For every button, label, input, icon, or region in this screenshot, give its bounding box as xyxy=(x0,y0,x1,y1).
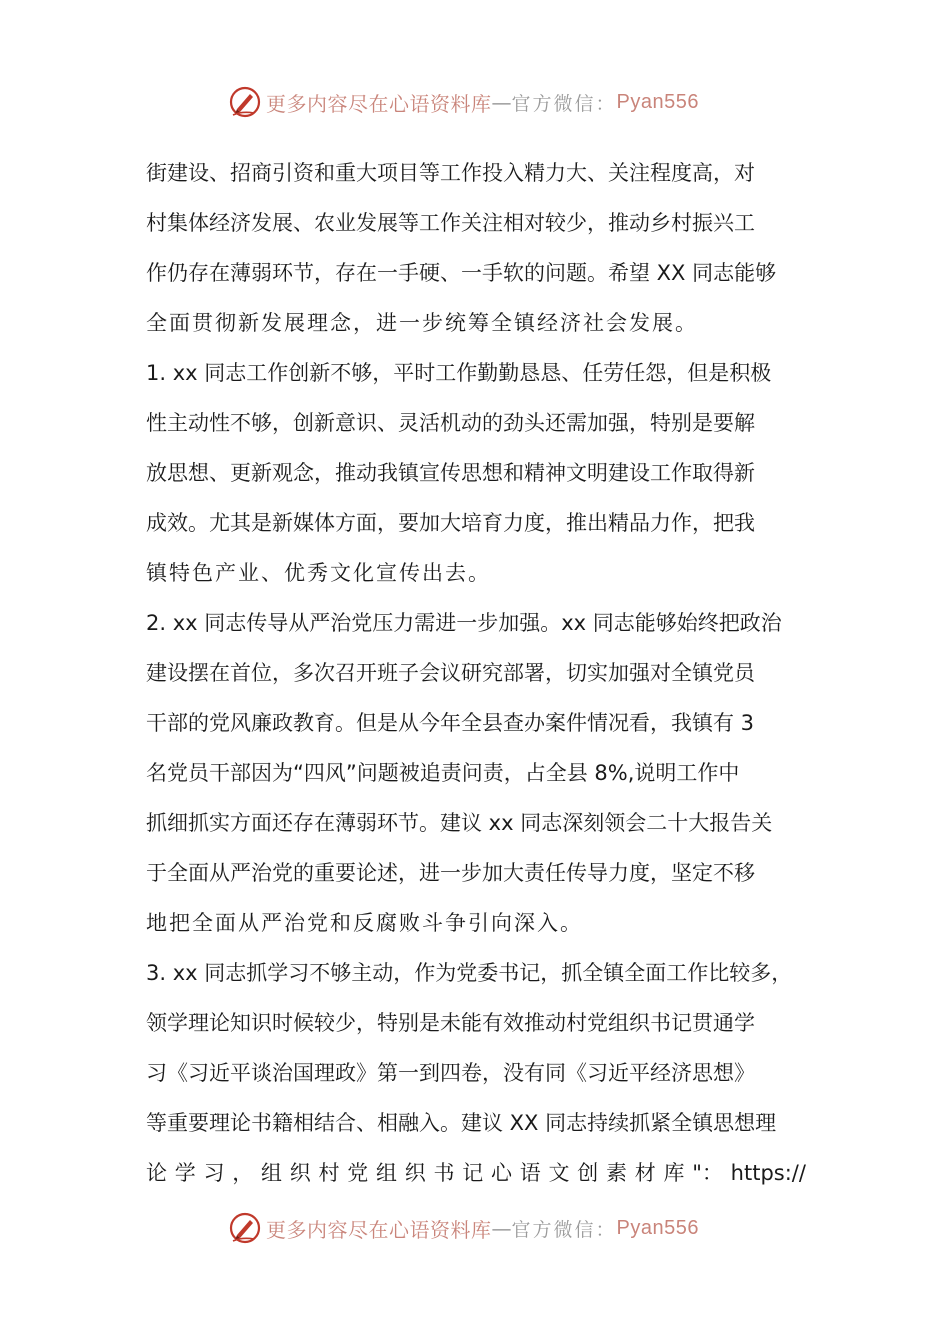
watermark-contact-label: 官方微信： xyxy=(511,1218,617,1241)
text-line: 街建设、招商引资和重大项目等工作投入精力大、关注程度高，对 xyxy=(146,161,755,185)
pen-logo-icon xyxy=(228,1211,262,1245)
text-line: 地把全面从严治党和反腐败斗争引向深入。 xyxy=(146,911,583,935)
text-line: 成效。尤其是新媒体方面，要加大培育力度，推出精品力作，把我 xyxy=(146,511,755,535)
justified-char: 党 xyxy=(347,1161,369,1185)
text-line: 性主动性不够，创新意识、灵活机动的劲头还需加强，特别是要解 xyxy=(146,411,755,435)
justified-char: 论 xyxy=(146,1161,167,1185)
justified-char: 村 xyxy=(318,1161,340,1185)
text-line: 全面贯彻新发展理念，进一步统筹全镇经济社会发展。 xyxy=(146,311,698,335)
text-line: 作仍存在薄弱环节，存在一手硬、一手软的问题。希望 XX 同志能够 xyxy=(146,261,777,285)
text-line: 干部的党风廉政教育。但是从今年全县查办案件情况看，我镇有 3 xyxy=(146,711,755,735)
text-line: 名党员干部因为“四风”问题被追责问责，占全县 8%,说明工作中 xyxy=(146,761,740,785)
justified-char: 织 xyxy=(289,1161,311,1185)
watermark-separator: — xyxy=(491,1216,512,1240)
justified-char: 织 xyxy=(404,1161,426,1185)
justified-char: ， xyxy=(232,1161,254,1185)
text-line: 放思想、更新观念，推动我镇宣传思想和精神文明建设工作取得新 xyxy=(146,461,755,485)
text-line-justified xyxy=(146,1148,806,1198)
justified-char: 学 xyxy=(174,1161,196,1185)
footer-watermark xyxy=(228,1208,699,1248)
text-line: 村集体经济发展、农业发展等工作关注相对较少，推动乡村振兴工 xyxy=(146,211,755,235)
justified-char: "： xyxy=(692,1161,723,1185)
watermark-contact-label: 官方微信： xyxy=(511,92,617,115)
text-line: 习《习近平谈治国理政》第一到四卷，没有同《习近平经济思想》 xyxy=(146,1061,755,1085)
text-line: 建设摆在首位，多次召开班子会议研究部署，切实加强对全镇党员 xyxy=(146,661,755,685)
justified-char: 库 xyxy=(663,1161,685,1185)
text-line: 抓细抓实方面还存在薄弱环节。建议 xx 同志深刻领会二十大报告关 xyxy=(146,811,773,835)
justified-char: 书 xyxy=(433,1161,455,1185)
watermark-brand: 更多内容尽在心语资料库 xyxy=(266,1217,492,1242)
watermark-contact-id: Pyan556 xyxy=(616,90,699,113)
text-line: 等重要理论书籍相结合、相融入。建议 XX 同志持续抓紧全镇思想理 xyxy=(146,1111,777,1135)
justified-char: 素 xyxy=(606,1161,627,1185)
justified-char: 记 xyxy=(462,1161,484,1185)
justified-char: 习 xyxy=(203,1161,225,1185)
header-watermark xyxy=(228,82,699,122)
watermark-separator: — xyxy=(491,90,512,114)
text-line: 于全面从严治党的重要论述，进一步加大责任传导力度，坚定不移 xyxy=(146,861,755,885)
pen-logo-icon xyxy=(228,85,262,119)
document-body xyxy=(146,148,806,1198)
justified-char: 创 xyxy=(577,1161,599,1185)
justified-char: 材 xyxy=(634,1161,656,1185)
paragraph-2-start: 2. xx 同志传导从严治党压力需进一步加强。xx 同志能够始终把政治 xyxy=(146,611,782,635)
justified-char: 心 xyxy=(491,1161,512,1185)
justified-char: 语 xyxy=(519,1161,541,1185)
text-line: 镇特色产业、优秀文化宣传出去。 xyxy=(146,561,491,585)
justified-char: 组 xyxy=(261,1161,282,1185)
paragraph-1-start: 1. xx 同志工作创新不够，平时工作勤勤恳恳、任劳任怨，但是积极 xyxy=(146,361,772,385)
justified-char: https:// xyxy=(730,1161,806,1185)
text-line: 领学理论知识时候较少，特别是未能有效推动村党组织书记贯通学 xyxy=(146,1011,755,1035)
justified-char: 文 xyxy=(548,1161,570,1185)
watermark-contact-id: Pyan556 xyxy=(616,1216,699,1239)
paragraph-3-start: 3. xx 同志抓学习不够主动，作为党委书记，抓全镇全面工作比较多， xyxy=(146,961,793,985)
justified-char: 组 xyxy=(376,1161,397,1185)
watermark-brand: 更多内容尽在心语资料库 xyxy=(266,91,492,116)
